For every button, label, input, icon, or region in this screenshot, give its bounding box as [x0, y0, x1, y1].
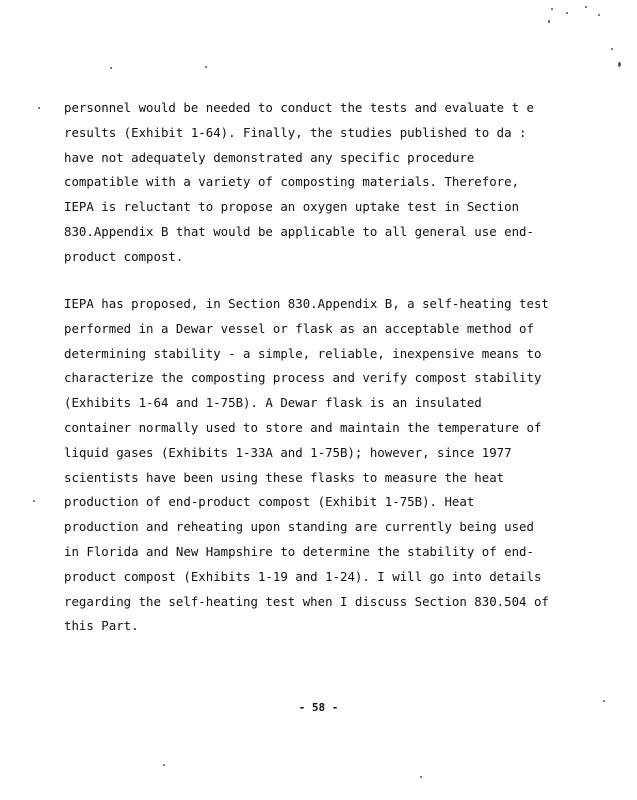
- scan-speck: [38, 107, 40, 109]
- scan-speck: [420, 776, 422, 778]
- text-line: compatible with a variety of composting materials. Therefore,: [64, 174, 520, 190]
- text-line: IEPA is reluctant to propose an oxygen uptake test in Section: [64, 199, 520, 215]
- scan-speck: [163, 764, 165, 766]
- text-line: scientists have been using these flasks to measure the heat: [64, 469, 505, 485]
- scan-speck: [33, 500, 35, 502]
- scan-speck: [585, 6, 587, 8]
- text-line: in Florida and New Hampshire to determine the stability of end-: [64, 543, 534, 559]
- text-line: production and reheating upon standing are currently being used: [64, 519, 534, 535]
- body-paragraph-1: [64, 96, 564, 270]
- scan-speck: [548, 20, 550, 23]
- text-line: performed in a Dewar vessel or flask as an acceptable method of: [64, 320, 534, 336]
- text-line: container normally used to store and maintain the temperature of: [64, 419, 542, 435]
- text-line: personnel would be needed to conduct the tests and evaluate t e: [64, 100, 534, 115]
- text-line: results (Exhibit 1-64). Finally, the studies published to da :: [64, 124, 527, 140]
- text-line: (Exhibits 1-64 and 1-75B). A Dewar flask is an insulated: [64, 395, 482, 411]
- text-line: this Part.: [64, 618, 139, 634]
- text-line: have not adequately demonstrated any specific procedure: [64, 149, 475, 165]
- text-line: determining stability - a simple, reliable, inexpensive means to: [64, 345, 542, 361]
- scan-speck: [611, 48, 613, 50]
- text-line: production of end-product compost (Exhibit 1-75B). Heat: [64, 494, 475, 510]
- text-line: product compost.: [64, 248, 184, 264]
- text-line: regarding the self-heating test when I discuss Section 830.504 of: [64, 593, 549, 609]
- scan-speck: [110, 67, 112, 69]
- body-paragraph-2: [64, 292, 564, 639]
- scan-speck: [618, 62, 621, 67]
- scan-speck: [598, 14, 600, 16]
- text-line: 830.Appendix B that would be applicable to all general use end-: [64, 223, 534, 239]
- scan-speck: [551, 8, 553, 10]
- text-line: IEPA has proposed, in Section 830.Appendix B, a self-heating test: [64, 296, 549, 311]
- page-number: - 58 -: [298, 701, 339, 714]
- text-line: characterize the composting process and verify compost stability: [64, 370, 542, 386]
- text-line: product compost (Exhibits 1-19 and 1-24). I will go into details: [64, 568, 542, 584]
- scan-speck: [205, 66, 207, 68]
- text-line: liquid gases (Exhibits 1-33A and 1-75B); however, since 1977: [64, 444, 512, 460]
- scan-speck: [566, 12, 568, 14]
